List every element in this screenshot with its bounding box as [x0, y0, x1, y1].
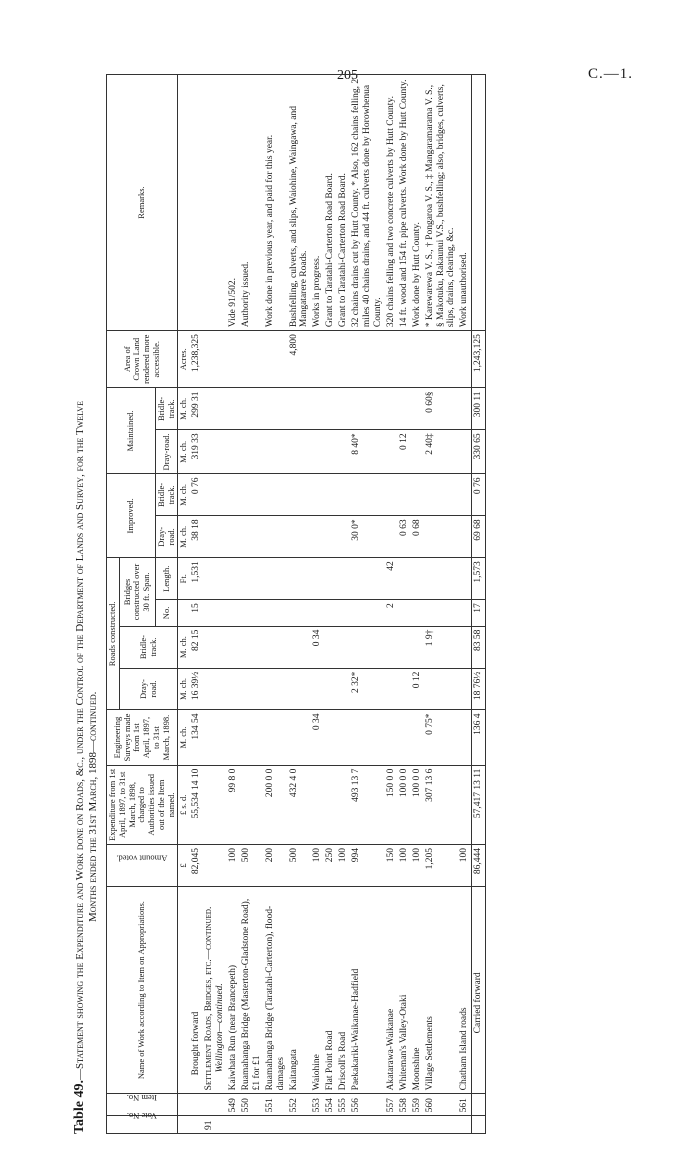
- row-bridges-length: [240, 558, 264, 600]
- row-bridle: [288, 626, 312, 668]
- row-amount: 500: [240, 845, 264, 887]
- row-maintained-dray: [324, 430, 337, 474]
- row-engineering: [240, 710, 264, 765]
- row-expenditure: [240, 765, 264, 844]
- brought-forward-row: [190, 75, 203, 1134]
- row-area: [240, 331, 264, 388]
- cf-amount: 86,444: [472, 845, 486, 887]
- row-bridle: [458, 626, 471, 668]
- row-remarks: 32 chains drains cut by Hutt County. * Also, 162 chains felling, 2 miles 40 chains drains, and 44 ft. culverts done by Horowhenua County.: [350, 75, 385, 331]
- title-line-1: —Statement showing the Expenditure and Work done on Roads, &c., under the Control of the Department of Lands and Survey, for the Twelve: [74, 401, 86, 1081]
- row-maintained-bridle: [240, 388, 264, 430]
- row-maintained-dray: [385, 430, 398, 474]
- row-maintained-dray: [288, 430, 312, 474]
- row-bridges-length: [350, 558, 385, 600]
- cf-improved-dray: 69 68: [472, 516, 486, 558]
- unit-amount: £: [178, 845, 190, 887]
- row-item-no: 559: [411, 1094, 424, 1116]
- row-vote: [398, 1116, 411, 1134]
- row-remarks: * Karewarewa V. S., † Pongaroa V. S., ‡ Mangaramarama V. S., § Makotuku, Rakaunui V.S., bushfelling; also, bridges, culverts, slips, drains, clearing, &c.: [424, 75, 459, 331]
- row-item-no: 558: [398, 1094, 411, 1116]
- table-row: [385, 75, 398, 1134]
- row-dray: [240, 668, 264, 710]
- row-area: [385, 331, 398, 388]
- row-area: [324, 331, 337, 388]
- row-bridges-length: [411, 558, 424, 600]
- row-improved-bridle: [385, 474, 398, 516]
- row-bridle: [337, 626, 350, 668]
- row-maintained-dray: [337, 430, 350, 474]
- table-row: [264, 75, 288, 1134]
- row-vote: [424, 1116, 459, 1134]
- row-bridle: [264, 626, 288, 668]
- row-engineering: [411, 710, 424, 765]
- bf-improved-dray: 38 18: [190, 516, 203, 558]
- row-improved-dray: [458, 516, 471, 558]
- row-item-no: 556: [350, 1094, 385, 1116]
- row-dray: [324, 668, 337, 710]
- header-bridges-no: No.: [155, 600, 178, 626]
- row-expenditure: 432 4 0: [288, 765, 312, 844]
- row-expenditure: [311, 765, 324, 844]
- row-amount: 100: [398, 845, 411, 887]
- bf-bridle: 82 15: [190, 626, 203, 668]
- cf-engineering: 136 4: [472, 710, 486, 765]
- unit-area: Acres.: [178, 331, 190, 388]
- row-bridges-length: 42: [385, 558, 398, 600]
- header-roads-constructed: Roads constructed.: [107, 558, 120, 710]
- row-maintained-bridle: [227, 388, 240, 430]
- header-amount-voted: Amount voted.: [107, 845, 178, 887]
- row-maintained-bridle: [337, 388, 350, 430]
- row-bridges-length: [288, 558, 312, 600]
- row-improved-dray: [324, 516, 337, 558]
- row-area: [398, 331, 411, 388]
- header-engineering: Engineering Surveys made from 1st April, 1897, to 31st March, 1898.: [107, 710, 178, 765]
- unit-expenditure: £ s. d.: [178, 765, 190, 844]
- table-number: Table 49.: [72, 1080, 87, 1134]
- row-maintained-dray: [227, 430, 240, 474]
- header-area: Area of Crown Land rendered more accessible.: [107, 331, 178, 388]
- table-row: [324, 75, 337, 1134]
- row-improved-bridle: [264, 474, 288, 516]
- row-improved-bridle: [311, 474, 324, 516]
- row-vote: [264, 1116, 288, 1134]
- brought-forward-label: Brought forward: [190, 886, 203, 1093]
- header-item-no: Item No.: [107, 1094, 178, 1116]
- row-name: Ruamahanga Bridge (Masterton-Gladstone Road), £1 for £1: [240, 886, 264, 1093]
- row-maintained-bridle: [311, 388, 324, 430]
- table-row: [337, 75, 350, 1134]
- row-engineering: [350, 710, 385, 765]
- bf-amount: 82,045: [190, 845, 203, 887]
- row-engineering: [288, 710, 312, 765]
- table-title: [70, 74, 104, 1134]
- row-improved-bridle: [240, 474, 264, 516]
- cf-bridle: 83 58: [472, 626, 486, 668]
- row-maintained-bridle: [411, 388, 424, 430]
- row-area: [424, 331, 459, 388]
- unit-improved-dray: M. ch.: [178, 516, 190, 558]
- row-bridle: [324, 626, 337, 668]
- table-row: [227, 75, 240, 1134]
- row-name: Chatham Island roads: [458, 886, 471, 1093]
- header-name: Name of Work according to Item on Appropriations.: [107, 886, 178, 1093]
- row-improved-bridle: [458, 474, 471, 516]
- row-item-no: 560: [424, 1094, 459, 1116]
- bf-bridges-no: 15: [190, 600, 203, 626]
- unit-bridle: M. ch.: [178, 626, 190, 668]
- row-remarks: Works in progress.: [311, 75, 324, 331]
- row-bridges-no: [240, 600, 264, 626]
- row-amount: 100: [411, 845, 424, 887]
- row-improved-dray: [240, 516, 264, 558]
- row-maintained-bridle: [458, 388, 471, 430]
- row-dray: [227, 668, 240, 710]
- row-bridle: [411, 626, 424, 668]
- row-item-no: 557: [385, 1094, 398, 1116]
- row-dray: [264, 668, 288, 710]
- row-amount: 1,205: [424, 845, 459, 887]
- header-bridges-length: Length.: [155, 558, 178, 600]
- row-remarks: Authority issued.: [240, 75, 264, 331]
- row-improved-dray: [385, 516, 398, 558]
- row-vote: [324, 1116, 337, 1134]
- row-amount: 200: [264, 845, 288, 887]
- row-bridges-no: [227, 600, 240, 626]
- cf-dray: 18 76½: [472, 668, 486, 710]
- row-vote: [311, 1116, 324, 1134]
- row-vote: [240, 1116, 264, 1134]
- table-row: [458, 75, 471, 1134]
- row-name: Village Settlements: [424, 886, 459, 1093]
- row-maintained-dray: [458, 430, 471, 474]
- cf-improved-bridle: 0 76: [472, 474, 486, 516]
- row-improved-dray: 0 63: [398, 516, 411, 558]
- row-improved-dray: [424, 516, 459, 558]
- row-amount: 100: [311, 845, 324, 887]
- row-item-no: 555: [337, 1094, 350, 1116]
- row-bridle: 1 9†: [424, 626, 459, 668]
- row-vote: [350, 1116, 385, 1134]
- row-bridges-no: 2: [385, 600, 398, 626]
- rotated-table-sheet: [70, 74, 630, 1134]
- row-dray: 2 32*: [350, 668, 385, 710]
- row-expenditure: 307 13 6: [424, 765, 459, 844]
- row-area: [311, 331, 324, 388]
- header-maintained: Maintained.: [107, 388, 156, 474]
- row-item-no: 554: [324, 1094, 337, 1116]
- row-dray: [458, 668, 471, 710]
- row-bridges-no: [424, 600, 459, 626]
- row-item-no: 549: [227, 1094, 240, 1116]
- row-maintained-dray: 8 40*: [350, 430, 385, 474]
- row-area: [337, 331, 350, 388]
- row-engineering: [264, 710, 288, 765]
- row-engineering: [227, 710, 240, 765]
- row-engineering: [458, 710, 471, 765]
- row-amount: 100: [337, 845, 350, 887]
- header-maintained-dray: Dray-road.: [155, 430, 178, 474]
- row-dray: [288, 668, 312, 710]
- row-expenditure: 150 0 0: [385, 765, 398, 844]
- row-maintained-dray: [411, 430, 424, 474]
- row-improved-bridle: [350, 474, 385, 516]
- row-expenditure: 99 8 0: [227, 765, 240, 844]
- unit-engineering: M. ch.: [178, 710, 190, 765]
- row-name: Whiteman's Valley-Otaki: [398, 886, 411, 1093]
- row-item-no: 561: [458, 1094, 471, 1116]
- row-expenditure: [337, 765, 350, 844]
- cf-expenditure: 57,417 13 11: [472, 765, 486, 844]
- row-bridges-length: [227, 558, 240, 600]
- series-code: C.—1.: [588, 66, 634, 82]
- row-remarks: Bushfelling, culverts, and slips, Waiohine, Waingawa, and Mangatarere Roads.: [288, 75, 312, 331]
- bf-expenditure: 55,534 14 10: [190, 765, 203, 844]
- row-remarks: Grant to Taratahi-Carterton Road Board.: [324, 75, 337, 331]
- section-title: Settlement Roads, Bridges, etc.—continued.: [204, 906, 215, 1091]
- row-name: Kaitangata: [288, 886, 312, 1093]
- row-improved-bridle: [324, 474, 337, 516]
- bf-maintained-bridle: 299 31: [190, 388, 203, 430]
- row-area: [350, 331, 385, 388]
- row-item-no: 552: [288, 1094, 312, 1116]
- row-amount: 100: [227, 845, 240, 887]
- row-expenditure: 100 0 0: [411, 765, 424, 844]
- row-maintained-dray: 0 12: [398, 430, 411, 474]
- row-vote: [288, 1116, 312, 1134]
- table-row: [311, 75, 324, 1134]
- bf-improved-bridle: 0 76: [190, 474, 203, 516]
- row-engineering: [337, 710, 350, 765]
- row-maintained-dray: [264, 430, 288, 474]
- row-amount: 994: [350, 845, 385, 887]
- row-improved-bridle: [288, 474, 312, 516]
- row-maintained-bridle: 0 60§: [424, 388, 459, 430]
- cf-maintained-bridle: 300 11: [472, 388, 486, 430]
- page-number: 205: [337, 68, 358, 83]
- row-maintained-dray: [311, 430, 324, 474]
- row-remarks: Work done by Hutt County.: [411, 75, 424, 331]
- header-dray-road: Dray-road.: [119, 668, 178, 710]
- table-row: [398, 75, 411, 1134]
- row-bridges-length: [264, 558, 288, 600]
- row-bridges-no: [458, 600, 471, 626]
- cf-remarks: [472, 75, 486, 331]
- title-line-2: Months ended the 31st March, 1898—continued.: [87, 691, 99, 922]
- row-bridle: 0 34: [311, 626, 324, 668]
- unit-length: Ft.: [178, 558, 190, 600]
- row-remarks: 14 ft. wood and 154 ft. pipe culverts. Work done by Hutt County.: [398, 75, 411, 331]
- row-amount: 100: [458, 845, 471, 887]
- row-bridges-length: [458, 558, 471, 600]
- cf-bridges-length: 1,573: [472, 558, 486, 600]
- cf-maintained-dray: 330 65: [472, 430, 486, 474]
- row-name: Kaiwhata Run (near Brancepeth): [227, 886, 240, 1093]
- row-area: [411, 331, 424, 388]
- table-row: [411, 75, 424, 1134]
- row-vote: [385, 1116, 398, 1134]
- row-area: [264, 331, 288, 388]
- row-bridle: [398, 626, 411, 668]
- row-engineering: [398, 710, 411, 765]
- row-item-no: 553: [311, 1094, 324, 1116]
- row-improved-dray: [288, 516, 312, 558]
- row-maintained-bridle: [288, 388, 312, 430]
- row-improved-bridle: [337, 474, 350, 516]
- unit-maintained-dray: M. ch.: [178, 430, 190, 474]
- row-bridges-no: [288, 600, 312, 626]
- row-name: Flat Point Road: [324, 886, 337, 1093]
- row-improved-dray: [227, 516, 240, 558]
- row-bridges-length: [324, 558, 337, 600]
- row-bridle: [385, 626, 398, 668]
- row-bridges-length: [311, 558, 324, 600]
- cf-item: [472, 1094, 486, 1116]
- row-bridle: [227, 626, 240, 668]
- header-improved: Improved.: [107, 474, 156, 558]
- row-engineering: [385, 710, 398, 765]
- row-name: Waiohine: [311, 886, 324, 1093]
- row-bridges-no: [311, 600, 324, 626]
- row-name: Ruamahanga Bridge (Taratahi-Carterton), flood-damages: [264, 886, 288, 1093]
- row-remarks: Work unauthorised.: [458, 75, 471, 331]
- carried-forward-row: [472, 75, 486, 1134]
- row-engineering: 0 34: [311, 710, 324, 765]
- table-row: [288, 75, 312, 1134]
- row-bridges-no: [264, 600, 288, 626]
- row-area: [458, 331, 471, 388]
- expenditure-table: [106, 74, 486, 1134]
- row-vote: [337, 1116, 350, 1134]
- row-improved-bridle: [227, 474, 240, 516]
- row-bridges-no: [324, 600, 337, 626]
- row-dray: [398, 668, 411, 710]
- row-bridges-no: [350, 600, 385, 626]
- row-dray: [311, 668, 324, 710]
- row-vote: [411, 1116, 424, 1134]
- row-name: Paekakariki-Waikanae-Hadfield: [350, 886, 385, 1093]
- bf-area: 1,238,325: [190, 331, 203, 388]
- section-heading-row: [203, 75, 227, 1134]
- row-item-no: 550: [240, 1094, 264, 1116]
- row-amount: 150: [385, 845, 398, 887]
- row-name: Akatarawa-Waikanae: [385, 886, 398, 1093]
- row-dray: 0 12: [411, 668, 424, 710]
- unit-maintained-bridle: M. ch.: [178, 388, 190, 430]
- header-vote-no: Vote No.: [107, 1116, 178, 1134]
- row-improved-bridle: [398, 474, 411, 516]
- row-amount: 500: [288, 845, 312, 887]
- unit-improved-bridle: M. ch.: [178, 474, 190, 516]
- bf-maintained-dray: 319 33: [190, 430, 203, 474]
- table-row: [240, 75, 264, 1134]
- row-dray: [385, 668, 398, 710]
- carried-forward-label: Carried forward: [472, 886, 486, 1093]
- row-maintained-bridle: [385, 388, 398, 430]
- header-bridle-track: Bridle-track.: [119, 626, 178, 668]
- header-expenditure: Expenditure from 1st April, 1897, to 31st March, 1898, charged to Authorities issued out of the Item named.: [107, 765, 178, 844]
- row-remarks: Work done in previous year, and paid for this year.: [264, 75, 288, 331]
- row-maintained-dray: [240, 430, 264, 474]
- units-row: [178, 75, 190, 1134]
- row-bridle: [240, 626, 264, 668]
- row-remarks: 320 chains felling and two concrete culverts by Hutt County.: [385, 75, 398, 331]
- row-dray: [337, 668, 350, 710]
- row-maintained-dray: 2 40‡: [424, 430, 459, 474]
- bf-engineering: 134 54: [190, 710, 203, 765]
- row-expenditure: 100 0 0: [398, 765, 411, 844]
- row-improved-dray: [337, 516, 350, 558]
- bf-dray: 16 39½: [190, 668, 203, 710]
- row-bridle: [350, 626, 385, 668]
- bf-bridges-length: 1,531: [190, 558, 203, 600]
- row-improved-bridle: [424, 474, 459, 516]
- row-maintained-bridle: [398, 388, 411, 430]
- header-improved-bridle: Bridle-track.: [155, 474, 178, 516]
- row-bridges-no: [411, 600, 424, 626]
- row-expenditure: 493 13 7: [350, 765, 385, 844]
- cf-vote: [472, 1116, 486, 1134]
- header-bridges: Bridges constructed over 30 ft. Span.: [119, 558, 155, 626]
- row-improved-dray: [311, 516, 324, 558]
- header-improved-dray: Dray-road.: [155, 516, 178, 558]
- row-improved-dray: 30 0*: [350, 516, 385, 558]
- row-item-no: 551: [264, 1094, 288, 1116]
- row-bridges-length: [398, 558, 411, 600]
- row-improved-bridle: [411, 474, 424, 516]
- row-area: [227, 331, 240, 388]
- unit-dray: M. ch.: [178, 668, 190, 710]
- row-dray: [424, 668, 459, 710]
- row-bridges-length: [337, 558, 350, 600]
- header-maintained-bridle: Bridle-track.: [155, 388, 178, 430]
- row-name: Driscoll's Road: [337, 886, 350, 1093]
- row-expenditure: [324, 765, 337, 844]
- row-amount: 250: [324, 845, 337, 887]
- row-remarks: Vide 91/502.: [227, 75, 240, 331]
- row-expenditure: [458, 765, 471, 844]
- section-subtitle: Wellington—continued.: [214, 983, 225, 1073]
- table-row: [424, 75, 459, 1134]
- table-row: [350, 75, 385, 1134]
- row-bridges-no: [398, 600, 411, 626]
- row-improved-dray: 0 68: [411, 516, 424, 558]
- row-bridges-length: [424, 558, 459, 600]
- row-vote: [227, 1116, 240, 1134]
- row-engineering: 0 75*: [424, 710, 459, 765]
- row-improved-dray: [264, 516, 288, 558]
- cf-bridges-no: 17: [472, 600, 486, 626]
- row-maintained-bridle: [264, 388, 288, 430]
- row-name: Moonshine: [411, 886, 424, 1093]
- row-expenditure: 200 0 0: [264, 765, 288, 844]
- row-vote: [458, 1116, 471, 1134]
- row-maintained-bridle: [350, 388, 385, 430]
- section-vote: 91: [203, 1116, 227, 1134]
- row-bridges-no: [337, 600, 350, 626]
- row-remarks: Grant to Taratahi-Carterton Road Board.: [337, 75, 350, 331]
- row-area: 4,800: [288, 331, 312, 388]
- cf-area: 1,243,125: [472, 331, 486, 388]
- row-maintained-bridle: [324, 388, 337, 430]
- header-remarks: Remarks.: [107, 75, 178, 331]
- row-engineering: [324, 710, 337, 765]
